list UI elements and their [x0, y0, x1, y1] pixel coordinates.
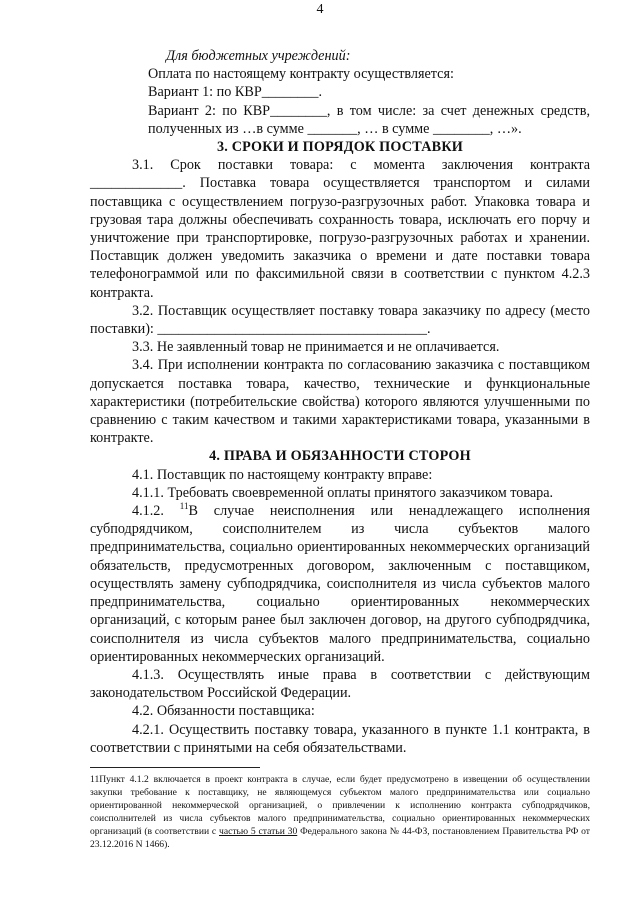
payment-line: Вариант 1: по КВР________.: [148, 84, 323, 101]
paragraph-4-1-2: [90, 502, 590, 666]
paragraph-3-3: 3.3. Не заявленный товар не принимается и не оплачивается.: [132, 339, 500, 356]
footnote: [90, 773, 590, 851]
paragraph-3-4: 3.4. При исполнении контракта по согласованию заказчика с поставщиком допускается поставка товара, качество, технические и функциональные характеристики (потребительские свойства) которого являются улучшенными по сравнению с таким качеством и такими характеристиками товара, указанными в контракте.: [90, 357, 590, 447]
paragraph-4-1-1: 4.1.1. Требовать своевременной оплаты принятого заказчиком товара.: [132, 484, 554, 501]
footnote-text-end: Федерального закона № 44-ФЗ, постановлением Правительства РФ от 23.12.2016 N 1466).: [90, 826, 590, 850]
paragraph-4-1-3: 4.1.3. Осуществлять иные права в соответствии с действующим законодательством Российской Федерации.: [90, 666, 590, 702]
footnote-divider: [90, 767, 260, 768]
paragraph-3-1: 3.1. Срок поставки товара: с момента заключения контракта _____________. Поставка товара осуществляется транспортом и силами поставщика с осуществлением погрузо-разгрузочных работ. Упаковка товара и грузовая тара должны обеспечивать сохранность товара, исключать его порчу и уничтожение при транспортировке, погрузо-разгрузочных работах и хранении. Поставщик должен уведомить заказчика о времени и дате поставки товара телефонограммой или по факсимильной связи в соответствии с пунктом 4.2.3 контракта.: [90, 157, 590, 301]
section-3-title: 3. СРОКИ И ПОРЯДОК ПОСТАВКИ: [216, 139, 464, 156]
footnote-reference[interactable]: 11: [179, 501, 189, 512]
paragraph-4-1-2-text: В случае неисполнения или ненадлежащего исполнения субподрядчиком, соисполнителем из числа субъектов малого предпринимательства, социально ориентированных некоммерческих организаций обязательств, предусмотренных договором, заключенным с поставщиком, осуществлять замену субподрядчика, соисполнителя из числа субъектов малого предпринимательства, социально ориентированных некоммерческих организаций, с которым ранее был заключен договор, на другого субподрядчика, соисполнителя из числа субъектов малого предпринимательства, социально ориентированных некоммерческих организаций.: [90, 503, 591, 665]
contract-text: [90, 47, 590, 757]
footnote-law-link[interactable]: частью 5 статьи 30: [219, 826, 298, 837]
paragraph-4-1-2-number: 4.1.2.: [132, 503, 180, 520]
paragraph-4-1: 4.1. Поставщик по настоящему контракту вправе:: [132, 466, 433, 483]
page-number: 4: [316, 2, 324, 17]
footnote-text-start: 11Пункт 4.1.2 включается в проект контракта в случае, если будет предусмотрено в извещении об осуществлении закупки требование к поставщику, не являющемуся субъектом малого предпринимательства или социально ориентированной некоммерческой организацией, о привлечении к исполнению контракта субподрядчиков, соисполнителей из числа субъектов малого предпринимательства, социально ориентированных некоммерческих организаций (в соответствии с: [90, 774, 590, 837]
paragraph-4-2-1: 4.2.1. Осуществить поставку товара, указанного в пункте 1.1 контракта, в соответствии с принятыми на себя обязательствами.: [90, 721, 590, 756]
payment-line: Вариант 2: по КВР________, в том числе: за счет денежных средств, полученных из …в сумме _______, … в сумме ________, …».: [148, 102, 590, 137]
payment-line: Оплата по настоящему контракту осуществляется:: [148, 66, 454, 83]
section-4-title: 4. ПРАВА И ОБЯЗАННОСТИ СТОРОН: [209, 448, 471, 465]
paragraph-4-2: 4.2. Обязанности поставщика:: [132, 703, 315, 720]
budget-heading: Для бюджетных учреждений:: [166, 48, 351, 64]
paragraph-3-2: 3.2. Поставщик осуществляет поставку товара заказчику по адресу (место поставки): ______________________________________.: [90, 302, 590, 338]
